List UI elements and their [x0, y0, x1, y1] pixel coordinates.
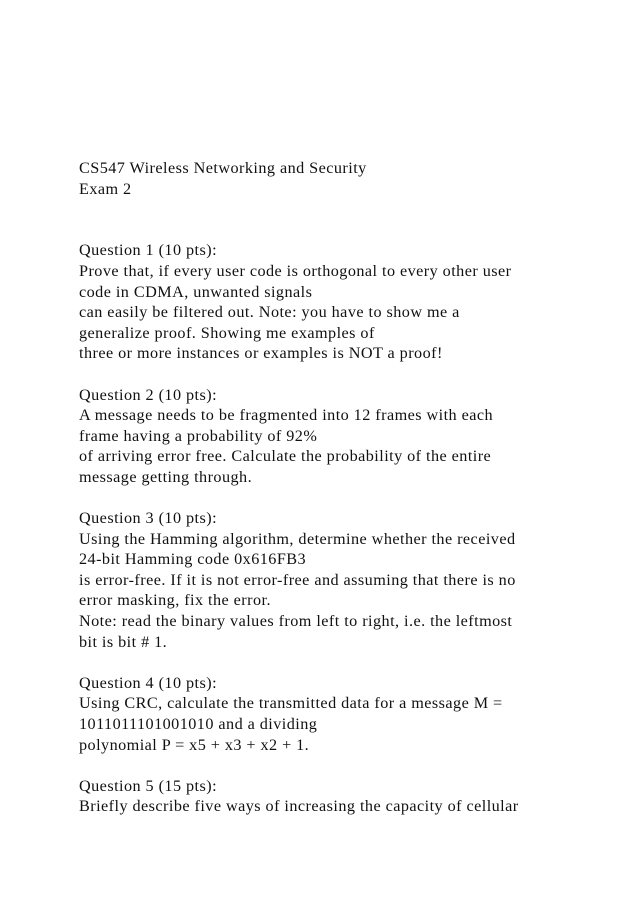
- question-2-line: A message needs to be fragmented into 12 frames with each: [79, 406, 494, 425]
- question-1-line: Prove that, if every user code is orthogonal to every other user: [79, 261, 512, 280]
- question-1-heading: Question 1 (10 pts):: [79, 241, 218, 260]
- spacer: [79, 488, 619, 509]
- spacer: [79, 755, 619, 776]
- question-5-heading: Question 5 (15 pts):: [79, 776, 218, 795]
- spacer: [79, 652, 619, 673]
- spacer: [79, 199, 619, 220]
- question-4-line: Using CRC, calculate the transmitted data for a message M =: [79, 694, 503, 713]
- question-3-line: 24-bit Hamming code 0x616FB3: [79, 550, 307, 569]
- question-3-line: is error-free. If it is not error-free and assuming that there is no: [79, 570, 516, 589]
- exam-title: Exam 2: [79, 179, 132, 198]
- question-3-line: bit is bit # 1.: [79, 632, 168, 651]
- question-1-line: code in CDMA, unwanted signals: [79, 282, 313, 301]
- question-2-line: frame having a probability of 92%: [79, 426, 318, 445]
- question-2-heading: Question 2 (10 pts):: [79, 385, 218, 404]
- question-2-line: message getting through.: [79, 467, 253, 486]
- course-title: CS547 Wireless Networking and Security: [79, 159, 367, 177]
- question-1-line: generalize proof. Showing me examples of: [79, 323, 375, 342]
- question-1-line: three or more instances or examples is NOT a proof!: [79, 344, 443, 363]
- question-2-line: of arriving error free. Calculate the probability of the entire: [79, 447, 492, 466]
- question-3-line: Using the Hamming algorithm, determine whether the received: [79, 529, 516, 548]
- question-5-line: Briefly describe five ways of increasing the capacity of cellular: [79, 797, 519, 816]
- question-1-line: can easily be filtered out. Note: you have to show me a: [79, 303, 460, 322]
- question-3-line: Note: read the binary values from left to right, i.e. the leftmost: [79, 612, 513, 631]
- exam-text: [79, 158, 619, 817]
- question-3-line: error masking, fix the error.: [79, 591, 271, 610]
- spacer: [79, 364, 619, 385]
- question-4-heading: Question 4 (10 pts):: [79, 673, 218, 692]
- spacer: [79, 220, 619, 241]
- question-4-line: 1011011101001010 and a dividing: [79, 715, 318, 734]
- question-3-heading: Question 3 (10 pts):: [79, 509, 218, 528]
- question-4-line: polynomial P = x5 + x3 + x2 + 1.: [79, 735, 310, 754]
